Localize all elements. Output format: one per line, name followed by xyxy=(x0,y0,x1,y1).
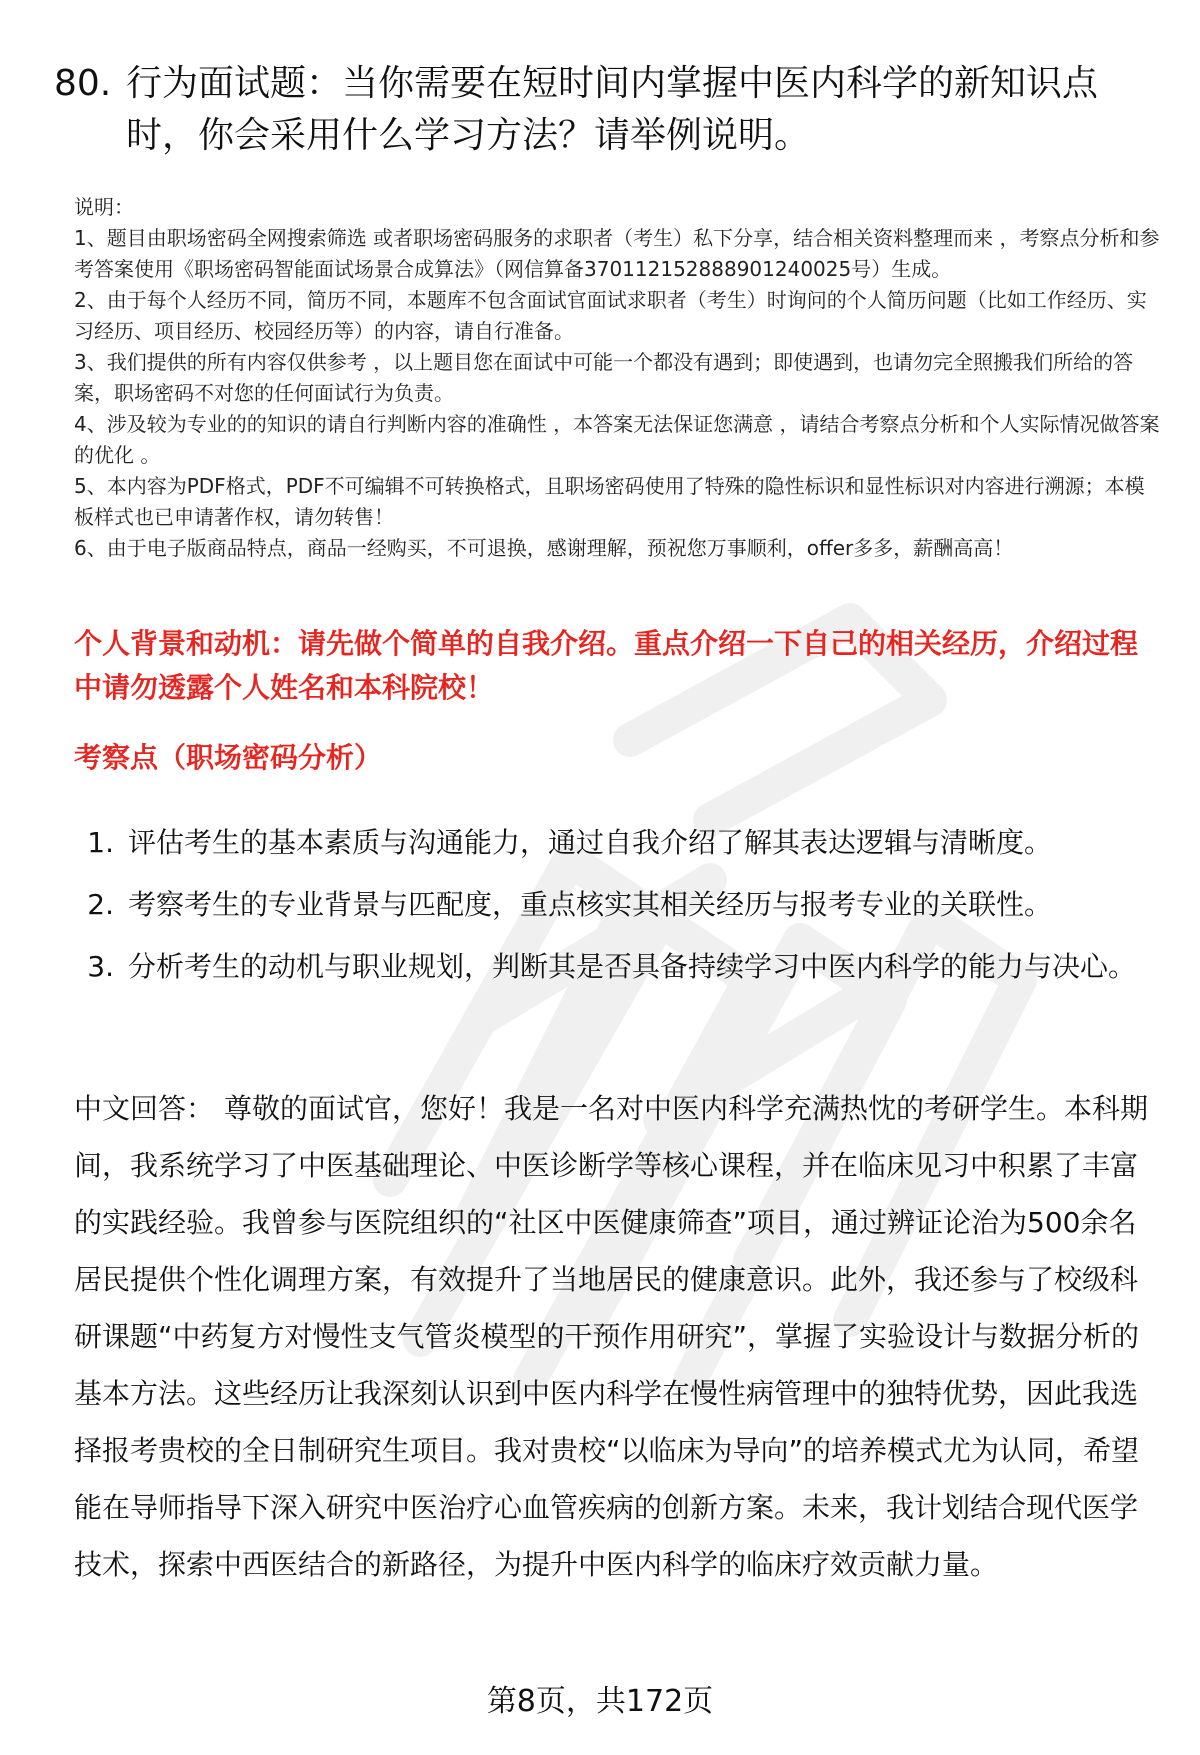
analysis-points xyxy=(74,812,1164,998)
point-text: 评估考生的基本素质与沟通能力，通过自我介绍了解其表达逻辑与清晰度。 xyxy=(128,826,1053,859)
analysis-point xyxy=(74,874,1164,936)
question-text: 行为面试题：当你需要在短时间内掌握中医内科学的新知识点时，你会采用什么学习方法？请举例说明。 xyxy=(126,63,1099,156)
point-text: 分析考生的动机与职业规划，判断其是否具备持续学习中医内科学的能力与决心。 xyxy=(128,950,1137,983)
answer-label: 中文回答： xyxy=(74,1092,215,1125)
point-number: 1. xyxy=(87,826,114,859)
question-title xyxy=(54,58,1164,162)
answer-paragraph xyxy=(74,1080,1162,1593)
note-item: 2、由于每个人经历不同，简历不同，本题库不包含面试官面试求职者（考生）时询问的个人简历问题（比如工作经历、实习经历、项目经历、校园经历等）的内容，请自行准备。 xyxy=(74,288,1147,343)
point-number: 2. xyxy=(87,888,114,921)
point-text: 考察考生的专业背景与匹配度，重点核实其相关经历与报考专业的关联性。 xyxy=(128,888,1053,921)
analysis-point xyxy=(74,936,1164,998)
note-item: 1、题目由职场密码全网搜索筛选 或者职场密码服务的求职者（考生）私下分享，结合相关资料整理而来 ，考察点分析和参考答案使用《职场密码智能面试场景合成算法》（网信算备370112152888901240025号）生成。 xyxy=(74,226,1160,281)
note-item: 4、涉及较为专业的的知识的请自行判断内容的准确性 ，本答案无法保证您满意 ，请结合考察点分析和个人实际情况做答案的优化 。 xyxy=(74,412,1160,467)
note-item: 3、我们提供的所有内容仅供参考 ，以上题目您在面试中可能一个都没有遇到；即使遇到，也请勿完全照搬我们所给的答案，职场密码不对您的任何面试行为负责。 xyxy=(74,350,1134,405)
page-footer: 第8页，共172页 xyxy=(486,1684,714,1719)
question-number: 80. xyxy=(54,63,112,104)
point-number: 3. xyxy=(87,950,114,983)
notes-heading: 说明： xyxy=(74,195,134,219)
analysis-point xyxy=(74,812,1164,874)
section-heading: 个人背景和动机：请先做个简单的自我介绍。重点介绍一下自己的相关经历，介绍过程中请勿透露个人姓名和本科院校！ xyxy=(74,627,1139,704)
answer-text: 尊敬的面试官，您好！我是一名对中医内科学充满热忱的考研学生。本科期间，我系统学习了中医基础理论、中医诊断学等核心课程，并在临床见习中积累了丰富的实践经验。我曾参与医院组织的“社区中医健康筛查”项目，通过辨证论治为500余名居民提供个性化调理方案，有效提升了当地居民的健康意识。此外，我还参与了校级科研课题“中药复方对慢性支气管炎模型的干预作用研究”，掌握了实验设计与数据分析的基本方法。这些经历让我深刻认识到中医内科学在慢性病管理中的独特优势，因此我选择报考贵校的全日制研究生项目。我对贵校“以临床为导向”的培养模式尤为认同，希望能在导师指导下深入研究中医治疗心血管疾病的创新方案。未来，我计划结合现代医学技术，探索中西医结合的新路径，为提升中医内科学的临床疗效贡献力量。 xyxy=(74,1092,1149,1581)
notes-block xyxy=(74,192,1164,564)
analysis-heading: 考察点（职场密码分析） xyxy=(74,741,383,774)
note-item: 5、本内容为PDF格式，PDF不可编辑不可转换格式，且职场密码使用了特殊的隐性标识和显性标识对内容进行溯源；本模板样式也已申请著作权，请勿转售！ xyxy=(74,474,1145,529)
note-item: 6、由于电子版商品特点，商品一经购买，不可退换，感谢理解，预祝您万事顺利，offer多多，薪酬高高！ xyxy=(74,536,1014,560)
